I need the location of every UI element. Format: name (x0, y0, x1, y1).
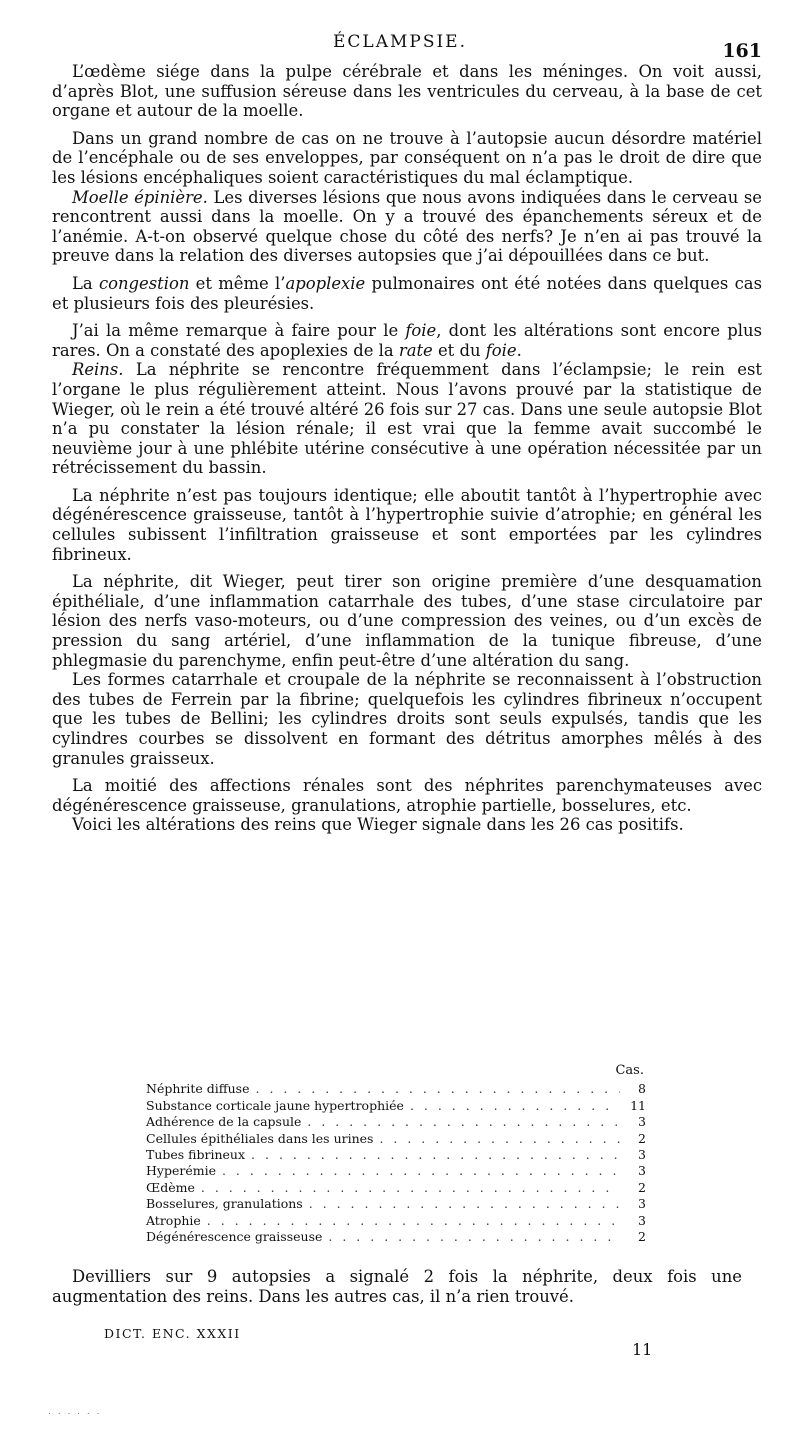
table-row: Atrophie . . . 3 (146, 1213, 646, 1229)
lesions-table (146, 1063, 646, 1245)
page-number: 161 (722, 40, 762, 62)
table-row: Œdème . . . 2 (146, 1180, 646, 1196)
table-row: Bosselures, granulations . . . 3 (146, 1196, 646, 1212)
leader-dots (207, 1213, 620, 1229)
running-title: ÉCLAMPSIE. (332, 32, 467, 52)
table-row: Cellules épithéliales dans les urines . . . 2 (146, 1131, 646, 1147)
leader-dots (379, 1131, 620, 1147)
paragraph-oedeme: L’œdème siége dans la pulpe cérébrale et dans les méninges. On voit aussi, d’après Blot, une suffusion séreuse dans les ventricules du cerveau, à la base de cet organe et autour de la moelle. (52, 62, 762, 121)
table-row: Substance corticale jaune hypertrophiée . . . 11 (146, 1098, 646, 1114)
table-row: Dégénérescence graisseuse . . . 2 (146, 1229, 646, 1245)
paragraph-foie: J’ai la même remarque à faire pour le foie, dont les altérations sont encore plus rares. On a constaté des apoplexies de la rate et du foie. (52, 321, 762, 360)
paragraph-encephale: Dans un grand nombre de cas on ne trouve à l’autopsie aucun désordre matériel de l’encéphale ou de ses enveloppes, par conséquent on n’a pas le droit de dire que les lésions encéphaliques soient caractéristiques du mal éclamptique. (52, 128, 762, 187)
table-column-header: Cas. (615, 1063, 644, 1078)
signature-mark: DICT. ENC. XXXII (104, 1326, 241, 1341)
paragraph-wieger-origine: La néphrite, dit Wieger, peut tirer son origine première d’une desquamation épithéliale, d’une inflammation catarrhale des tubes, d’une stase circulatoire par lésion des nerfs vaso-moteurs, ou d’une compression des veines, ou d’un excès de pression du sang artériel, d’une inflammation de la tunique fibreuse, d’une phlegmasie du parenchyme, enfin peut-être d’une altération du sang. (52, 572, 762, 670)
leader-dots (251, 1147, 620, 1163)
leader-dots (256, 1081, 621, 1097)
paragraph-moelle: Moelle épinière. Les diverses lésions que nous avons indiquées dans le cerveau se rencontrent aussi dans la moelle. On y a trouvé des épanchements séreux et de l’anémie. A-t-on observé quelque chose du côté des nerfs? Je n’en ai pas trouvé la preuve dans la relation des diverses autopsies que j’ai dépouillées dans ce but. (52, 187, 762, 266)
leader-dots (222, 1163, 620, 1179)
section-lead-reins: Reins. (72, 360, 124, 380)
section-lead-moelle: Moelle épinière. (72, 187, 208, 207)
table-row: Hyperémie . . . 3 (146, 1163, 646, 1179)
body-text (52, 62, 762, 843)
leader-dots (307, 1114, 620, 1130)
paragraph-voici: Voici les altérations des reins que Wieger signale dans les 26 cas positifs. (72, 815, 684, 835)
paragraph-devilliers: Devilliers sur 9 autopsies a signalé 2 fois la néphrite, deux fois une augmentation des reins. Dans les autres cas, il n’a rien trouvé. (52, 1267, 742, 1306)
table-row: Adhérence de la capsule . . . 3 (146, 1114, 646, 1130)
table-row: Tubes fibrineux . . . 3 (146, 1147, 646, 1163)
leader-dots (410, 1098, 620, 1114)
sheet-number: 11 (632, 1340, 653, 1359)
paragraph-poumons: La congestion et même l’apoplexie pulmonaires ont été notées dans quelques cas et plusieurs fois des pleurésies. (52, 273, 762, 313)
table-row: Néphrite diffuse . . . 8 (146, 1081, 646, 1097)
paragraph-reins: Reins. La néphrite se rencontre fréquemment dans l’éclampsie; le rein est l’organe le plus régulièrement atteint. Nous l’avons prouvé par la statistique de Wieger, où le rein a été trouvé altéré 26 fois sur 27 cas. Dans une seule autopsie Blot n’a pu constater la lésion rénale; il est vrai que la femme avait succombé le neuvième jour à une phlébite utérine consécutive à une opération nécessitée par un rétrécissement du bassin. (52, 360, 762, 478)
leader-dots (309, 1196, 620, 1212)
leader-dots (328, 1229, 620, 1245)
print-speck: . . . . . . (48, 1407, 102, 1417)
leader-dots (201, 1180, 620, 1196)
paragraph-formes: Les formes catarrhale et croupale de la néphrite se reconnaissent à l’obstruction des tubes de Ferrein par la fibrine; quelquefois les cylindres fibrineux n’occupent que les tubes de Bellini; les cylindres droits sont seuls expulsés, tandis que les cylindres courbes se dissolvent en formant des détritus amorphes mêlés à des granules graisseux. (52, 670, 762, 768)
paragraph-moitie: La moitié des affections rénales sont des néphrites parenchymateuses avec dégénérescence graisseuse, granulations, atrophie partielle, bosselures, etc. (52, 776, 762, 815)
paragraph-nephrite: La néphrite n’est pas toujours identique; elle aboutit tantôt à l’hypertrophie avec dégénérescence graisseuse, tantôt à l’hypertrophie suivie d’atrophie; en général les cellules subissent l’infiltration graisseuse et sont emportées par les cylindres fibrineux. (52, 485, 762, 564)
